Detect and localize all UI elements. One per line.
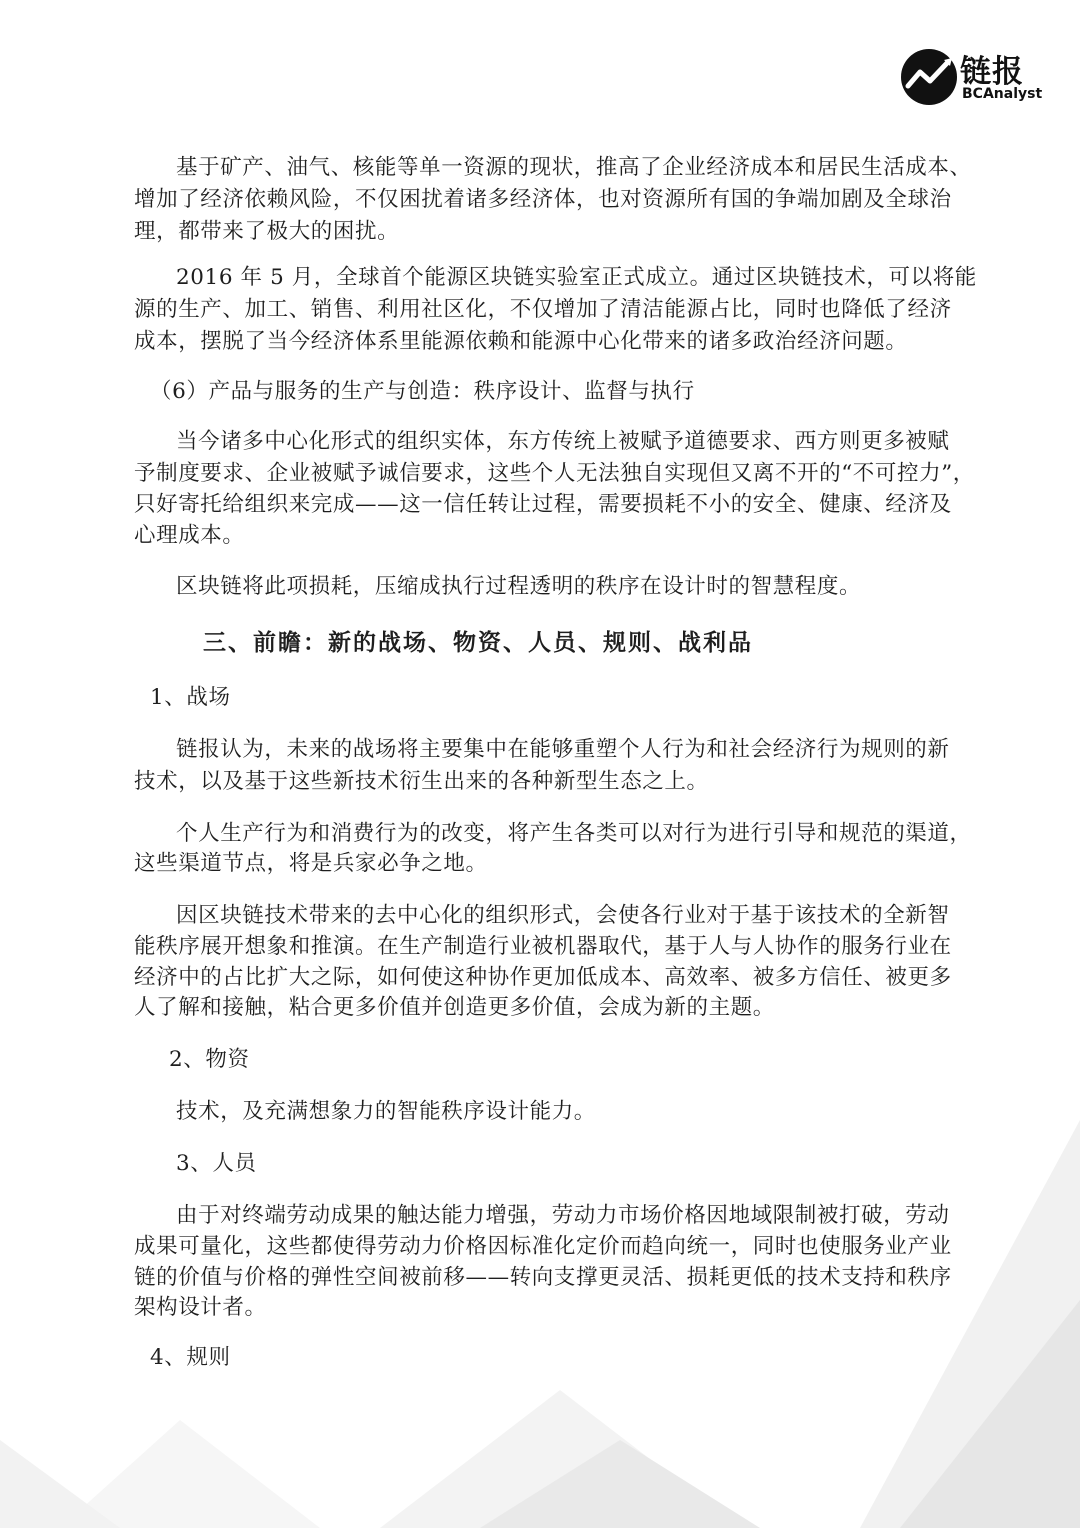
paragraph-line: 经济中的占比扩大之际，如何使这种协作更加低成本、高效率、被多方信任、被更多	[134, 965, 952, 990]
paragraph-line: 技术，及充满想象力的智能秩序设计能力。	[176, 1099, 596, 1124]
logo-name-en: BCAnalyst	[962, 86, 1043, 102]
paragraph-line: 成本，摆脱了当今经济体系里能源依赖和能源中心化带来的诸多政治经济问题。	[134, 329, 908, 354]
subsection-heading: （6）产品与服务的生产与创造：秩序设计、监督与执行	[150, 379, 695, 404]
paragraph-line: 当今诸多中心化形式的组织实体，东方传统上被赋予道德要求、西方则更多被赋	[176, 429, 950, 454]
paragraph-line: 理，都带来了极大的困扰。	[134, 219, 400, 244]
paragraph-line: 由于对终端劳动成果的触达能力增强，劳动力市场价格因地域限制被打破，劳动	[176, 1203, 950, 1228]
logo-chart-icon	[900, 48, 958, 106]
paragraph-line: 源的生产、加工、销售、利用社区化，不仅增加了清洁能源占比，同时也降低了经济	[134, 297, 952, 322]
paragraph-line: 2016 年 5 月，全球首个能源区块链实验室正式成立。通过区块链技术，可以将能	[176, 265, 977, 290]
list-item-heading: 3、人员	[176, 1151, 257, 1176]
paragraph-line: 心理成本。	[134, 523, 245, 548]
section-heading: 三、前瞻：新的战场、物资、人员、规则、战利品	[203, 630, 753, 656]
paragraph-line: 个人生产行为和消费行为的改变，将产生各类可以对行为进行引导和规范的渠道，	[176, 821, 972, 846]
paragraph-line: 链报认为，未来的战场将主要集中在能够重塑个人行为和社会经济行为规则的新	[176, 737, 950, 762]
list-item-heading: 4、规则	[150, 1345, 231, 1370]
paragraph-line: 区块链将此项损耗，压缩成执行过程透明的秩序在设计时的智慧程度。	[176, 574, 862, 599]
paragraph-line: 架构设计者。	[134, 1295, 267, 1320]
paragraph-line: 因区块链技术带来的去中心化的组织形式，会使各行业对于基于该技术的全新智	[176, 903, 950, 928]
list-item-heading: 1、战场	[150, 685, 231, 710]
paragraph-line: 只好寄托给组织来完成——这一信任转让过程，需要损耗不小的安全、健康、经济及	[134, 492, 952, 517]
paragraph-line: 予制度要求、企业被赋予诚信要求，这些个人无法独自实现但又离不开的“不可控力”，	[134, 461, 975, 486]
brand-logo	[900, 44, 1050, 114]
logo-name-cn: 链报	[960, 54, 1024, 90]
paragraph-line: 增加了经济依赖风险，不仅困扰着诸多经济体，也对资源所有国的争端加剧及全球治	[134, 187, 952, 212]
paragraph-line: 能秩序展开想象和推演。在生产制造行业被机器取代，基于人与人协作的服务行业在	[134, 934, 952, 959]
paragraph-line: 这些渠道节点，将是兵家必争之地。	[134, 851, 488, 876]
paragraph-line: 成果可量化，这些都使得劳动力价格因标准化定价而趋向统一，同时也使服务业产业	[134, 1234, 952, 1259]
paragraph-line: 人了解和接触，粘合更多价值并创造更多价值，会成为新的主题。	[134, 995, 775, 1020]
paragraph-line: 链的价值与价格的弹性空间被前移——转向支撑更灵活、损耗更低的技术支持和秩序	[134, 1265, 952, 1290]
list-item-heading: 2、物资	[169, 1047, 250, 1072]
paragraph-line: 基于矿产、油气、核能等单一资源的现状，推高了企业经济成本和居民生活成本、	[176, 155, 972, 180]
paragraph-line: 技术，以及基于这些新技术衍生出来的各种新型生态之上。	[134, 769, 709, 794]
